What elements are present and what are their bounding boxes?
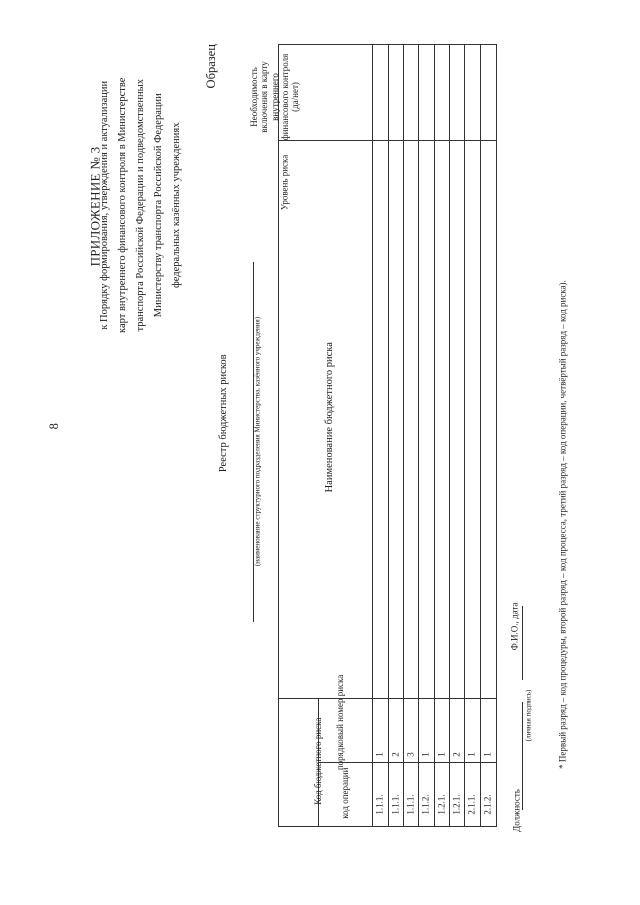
table-row-seq: 1 xyxy=(482,752,493,757)
signature-caption: (личная подпись) xyxy=(524,689,533,742)
appendix-title: ПРИЛОЖЕНИЕ № 3 xyxy=(87,146,103,267)
footnote: * Первый разряд – код процедуры, второй разряд – код процесса, третий разряд – код операции, четвёртый разряд – код риска). xyxy=(557,280,568,769)
header-operation-code: код операции xyxy=(339,767,350,819)
register-title: Реестр бюджетных рисков xyxy=(217,354,229,473)
table-row-seq: 1 xyxy=(374,752,385,757)
page-number: 8 xyxy=(46,423,61,430)
table-row-code: 1.1.2. xyxy=(420,794,431,815)
appendix-line-3: транспорта Российской Федерации и подведомственных xyxy=(134,79,146,332)
appendix-line-5: федеральных казённых учреждениях xyxy=(170,122,182,289)
table-row-code: 1.1.1. xyxy=(374,794,385,815)
table-row-code: 1.2.1. xyxy=(436,794,447,815)
table-row-code: 1.1.1. xyxy=(390,794,401,815)
table-row-seq: 1 xyxy=(420,752,431,757)
table-row-seq: 3 xyxy=(405,752,416,757)
header-risk-seq: порядковый номер риска xyxy=(334,674,345,771)
table-row-code: 1.1.1. xyxy=(405,794,416,815)
subdivision-caption: (наименование структурного подразделения Министерства, казённого учреждения) xyxy=(253,316,262,567)
position-label: Должность xyxy=(511,789,522,832)
sample-label: Образец xyxy=(203,44,218,89)
header-need-inclusion: Необходимость включения в карту внутреннего финансового контроля (да/нет) xyxy=(249,53,301,141)
table-row-code: 2.1.2. xyxy=(482,794,493,815)
table-row-seq: 1 xyxy=(436,752,447,757)
fio-line xyxy=(522,606,523,680)
signature-line xyxy=(522,702,523,810)
table-row-code: 2.1.1. xyxy=(466,794,477,815)
appendix-line-4: Министерству транспорта Российской Федерации xyxy=(152,93,164,318)
table-row-seq: 2 xyxy=(390,752,401,757)
table-row-seq: 1 xyxy=(466,752,477,757)
appendix-line-1: к Порядку формирования, утверждения и актуализации xyxy=(98,80,110,330)
header-risk-code-group: Код бюджетного риска xyxy=(312,717,323,805)
appendix-line-2: карт внутреннего финансового контроля в Министерстве xyxy=(116,77,128,333)
table-row-seq: 2 xyxy=(451,752,462,757)
table-row-code: 1.2.1. xyxy=(451,794,462,815)
header-risk-name: Наименование бюджетного риска xyxy=(323,342,335,493)
header-risk-level: Уровень риска xyxy=(279,154,290,211)
fio-date-label: Ф.И.О., дата xyxy=(509,602,520,651)
